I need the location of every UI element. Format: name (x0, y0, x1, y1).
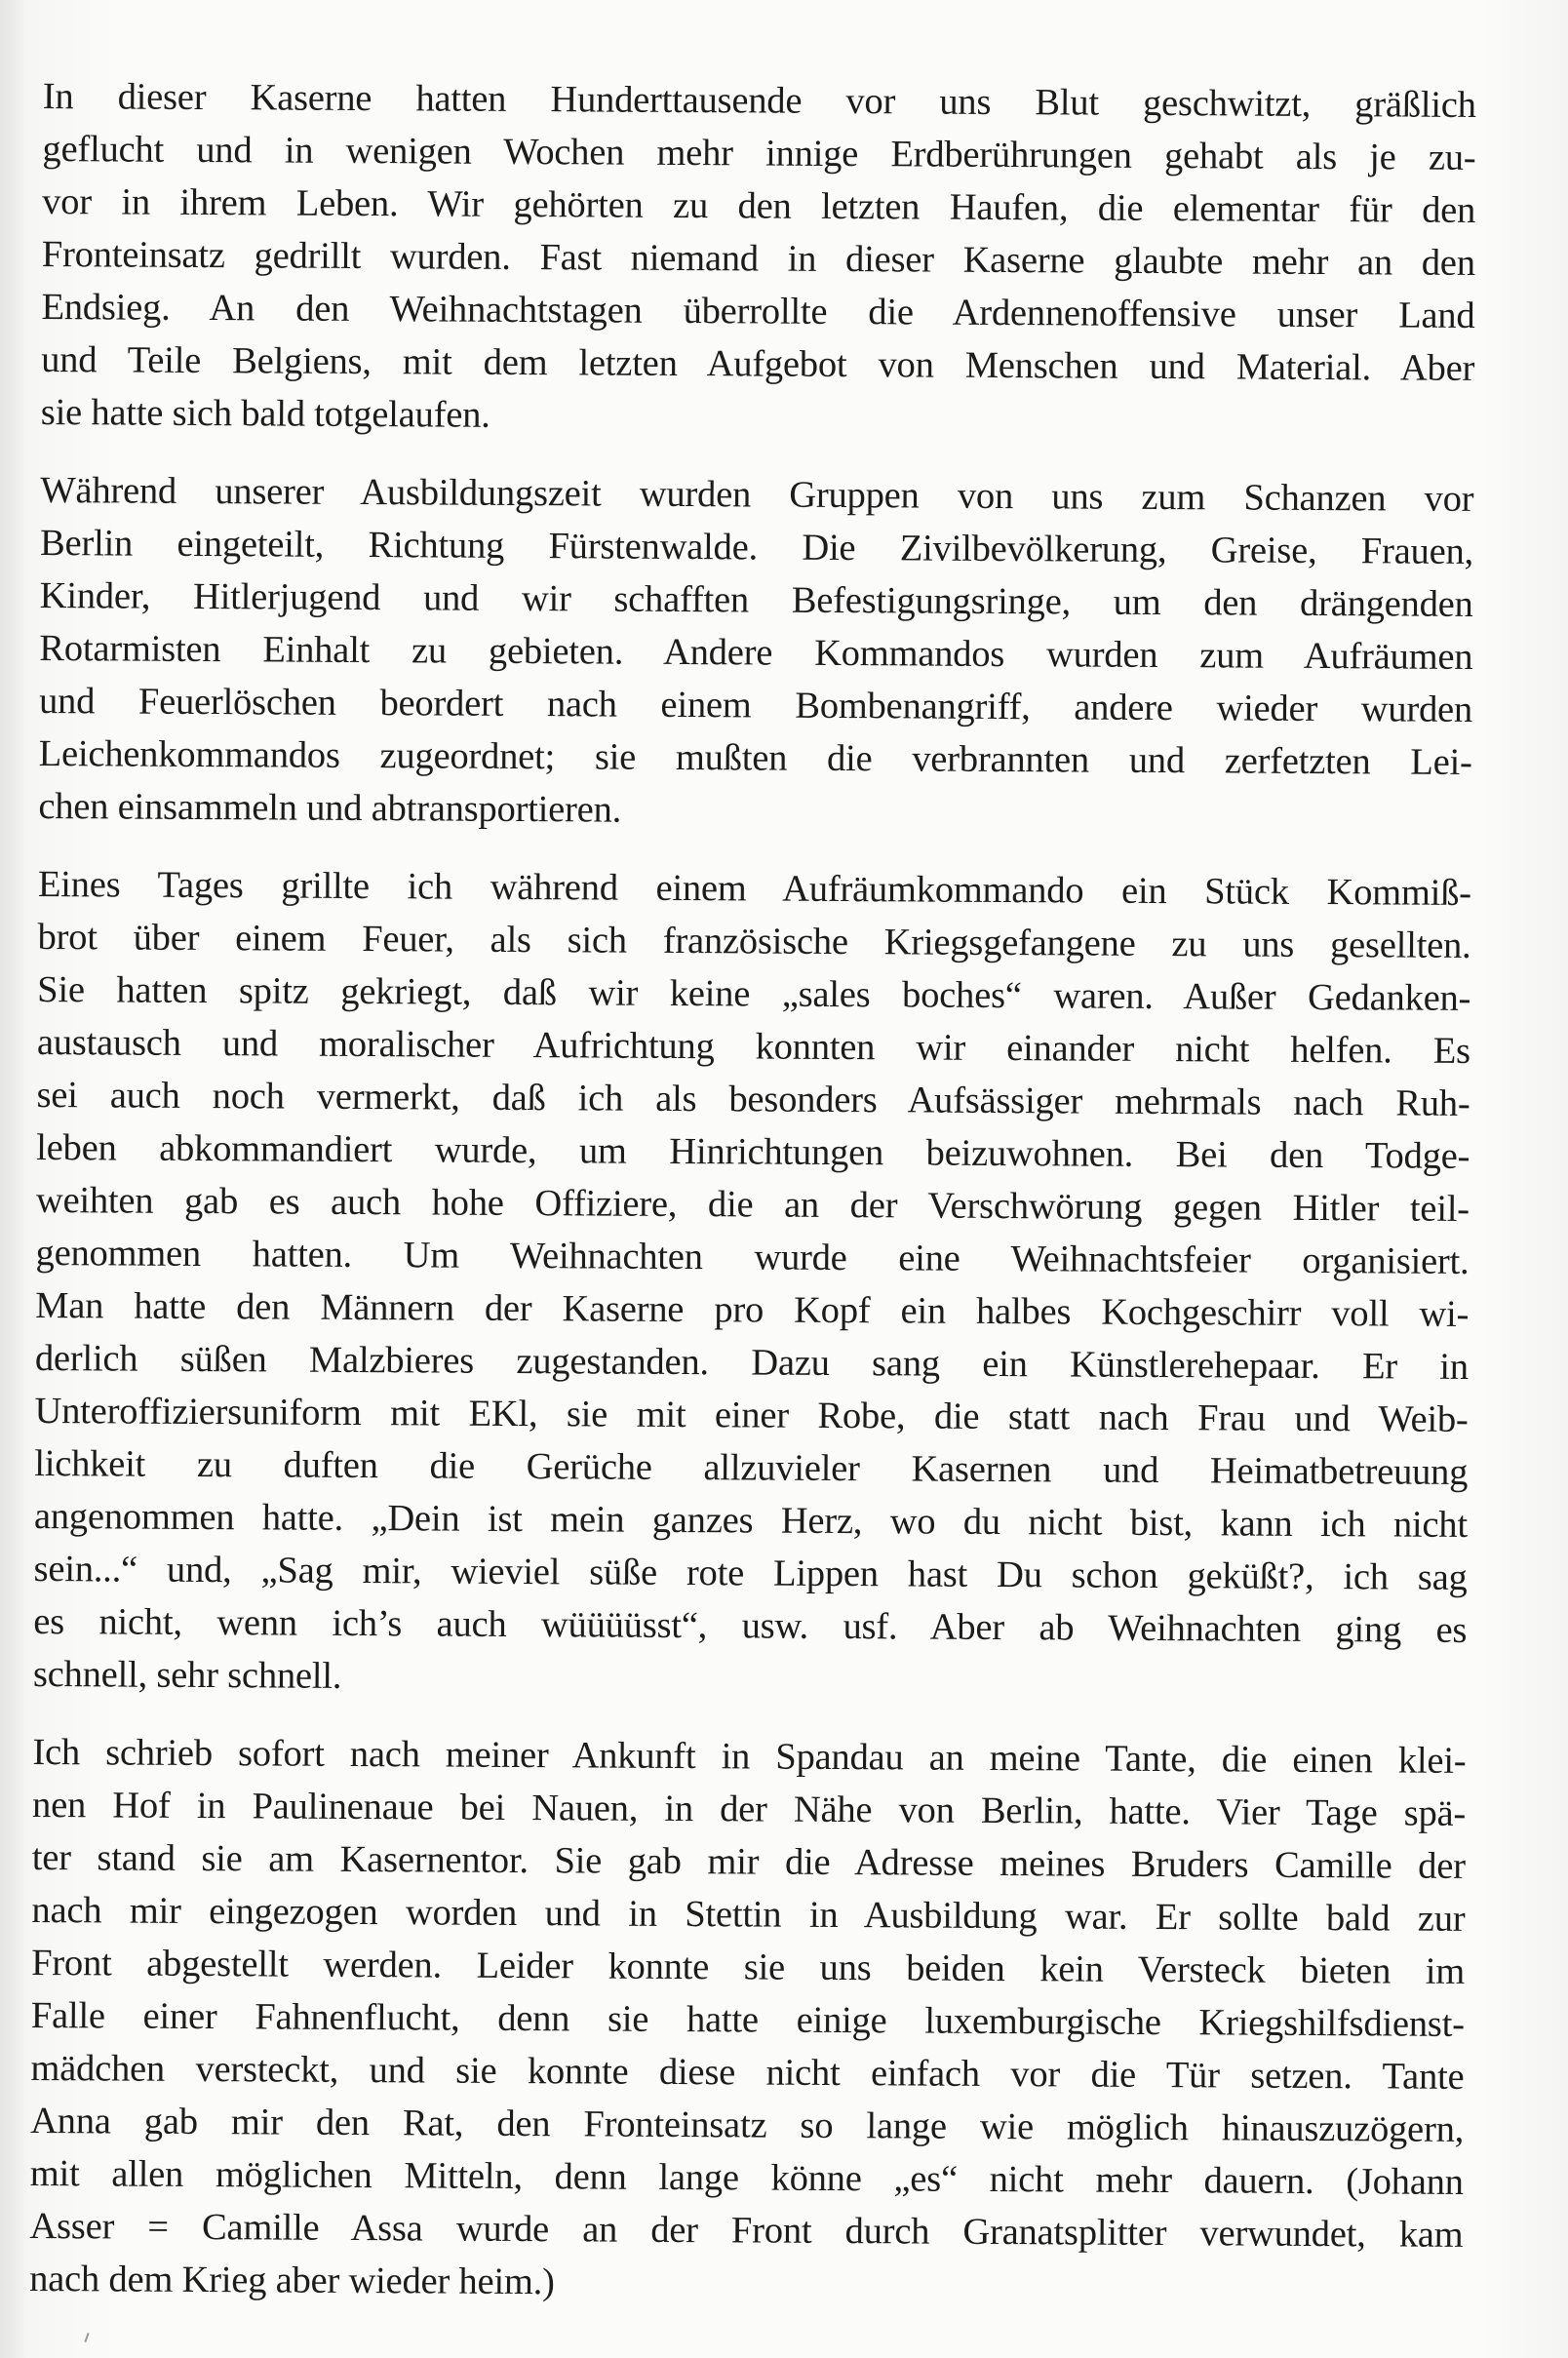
text-line: vor in ihrem Leben. Wir gehörten zu den letzten Haufen, die elementar für den (42, 180, 1476, 231)
text-line: brot über einem Feuer, als sich französische Kriegsgefangene zu uns gesellten. (37, 916, 1471, 966)
text-line: Fronteinsatz gedrillt wurden. Fast niemand in dieser Kaserne glaubte mehr an den (41, 233, 1475, 284)
text-line: Endsieg. An den Weihnachtstagen überrollte die Ardennenoffensive unser Land (41, 286, 1475, 336)
text-line: Sie hatten spitz gekriegt, daß wir keine „sales boches“ waren. Außer Gedanken- (37, 968, 1471, 1019)
text-line: geflucht und in wenigen Wochen mehr innige Erdberührungen gehabt als je zu- (42, 128, 1476, 178)
text-line: angenommen hatte. „Dein ist mein ganzes Herz, wo du nicht bist, kann ich nicht (33, 1495, 1469, 1546)
text-line: lichkeit zu duften die Gerüche allzuvieler Kasernen und Heimatbetreuung (34, 1442, 1469, 1493)
text-line: Asser = Camille Assa wurde an der Front durch Granatsplitter verwundet, kam (29, 2205, 1464, 2256)
text-line: nach dem Krieg aber wieder heim.) (29, 2258, 555, 2303)
text-line: weihten gab es auch hohe Offiziere, die an der Verschwörung gegen Hitler teil- (35, 1179, 1470, 1230)
text-line: mit allen möglichen Mitteln, denn lange könne „es“ nicht mehr dauern. (Johann (29, 2152, 1464, 2203)
paragraph-kaserne (41, 70, 1476, 448)
text-line: sein...“ und, „Sag mir, wieviel süße rote Lippen hast Du schon geküßt?, ich sag (33, 1548, 1468, 1598)
text-line: chen einsammeln und abtransportieren. (38, 785, 622, 831)
scan-speck (84, 2333, 89, 2342)
text-line: nen Hof in Paulinenaue bei Nauen, in der Nähe von Berlin, hatte. Vier Tage spä- (32, 1784, 1467, 1834)
text-line: und Feuerlöschen beordert nach einem Bombenangriff, andere wieder wurden (38, 680, 1473, 730)
text-line: mädchen versteckt, und sie konnte diese nicht einfach vor die Tür setzen. Tante (30, 2047, 1465, 2098)
paragraph-tante (29, 1726, 1467, 2314)
text-line: schnell, sehr schnell. (32, 1653, 342, 1697)
text-line: austausch und moralischer Aufrichtung konnten wir einander nicht helfen. Es (36, 1021, 1471, 1072)
document-page (29, 70, 1476, 2339)
text-line: Falle einer Fahnenflucht, denn sie hatte einige luxemburgische Kriegshilfsdienst- (30, 1994, 1465, 2045)
text-line: und Teile Belgiens, mit dem letzten Aufgebot von Menschen und Material. Aber (41, 338, 1475, 389)
text-line: leben abkommandiert wurde, um Hinrichtungen beizuwohnen. Bei den Todge- (36, 1126, 1470, 1177)
text-line: Kinder, Hitlerjugend und wir schafften Befestigungsringe, um den drängenden (39, 574, 1473, 625)
text-line: In dieser Kaserne hatten Hunderttausende vor uns Blut geschwitzt, gräßlich (42, 75, 1476, 126)
text-line: genommen hatten. Um Weihnachten wurde eine Weihnachtsfeier organisiert. (35, 1232, 1470, 1282)
text-line: Front abgestellt werden. Leider konnte sie uns beiden kein Versteck bieten im (31, 1942, 1466, 1992)
text-line: sie hatte sich bald totgelaufen. (40, 391, 490, 436)
text-line: Während unserer Ausbildungszeit wurden Gruppen von uns zum Schanzen vor (40, 469, 1474, 520)
text-line: Anna gab mir den Rat, den Fronteinsatz so lange wie möglich hinauszuzögern, (30, 2100, 1465, 2150)
text-line: nach mir eingezogen worden und in Stettin in Ausbildung war. Er sollte bald zur (31, 1889, 1466, 1940)
paragraph-eines-tages (33, 858, 1471, 1710)
text-line: Ich schrieb sofort nach meiner Ankunft in Spandau an meine Tante, die einen klei- (32, 1731, 1467, 1782)
text-line: Rotarmisten Einhalt zu gebieten. Andere Kommandos wurden zum Aufräumen (39, 627, 1473, 678)
text-line: es nicht, wenn ich’s auch wüüüüsst“, usw. usf. Aber ab Weihnachten ging es (33, 1600, 1468, 1651)
text-line: sei auch noch vermerkt, daß ich als besonders Aufsässiger mehrmals nach Ruh- (36, 1074, 1470, 1124)
text-line: Berlin eingeteilt, Richtung Fürstenwalde. Die Zivilbevölkerung, Greise, Frauen, (39, 522, 1474, 572)
text-line: Unteroffiziersuniform mit EKl, sie mit einer Robe, die statt nach Frau und Weib- (34, 1390, 1469, 1440)
text-line: Leichenkommandos zugeordnet; sie mußten die verbrannten und zerfetzten Lei- (38, 732, 1472, 783)
text-line: Man hatte den Männern der Kaserne pro Kopf ein halbes Kochgeschirr voll wi- (35, 1284, 1470, 1335)
text-line: ter stand sie am Kasernentor. Sie gab mir die Adresse meines Bruders Camille der (31, 1836, 1466, 1887)
text-line: Eines Tages grillte ich während einem Aufräumkommando ein Stück Kommiß- (37, 863, 1472, 914)
paragraph-ausbildung (38, 464, 1473, 842)
text-line: derlich süßen Malzbieres zugestanden. Dazu sang ein Künstlerehepaar. Er in (34, 1337, 1470, 1388)
